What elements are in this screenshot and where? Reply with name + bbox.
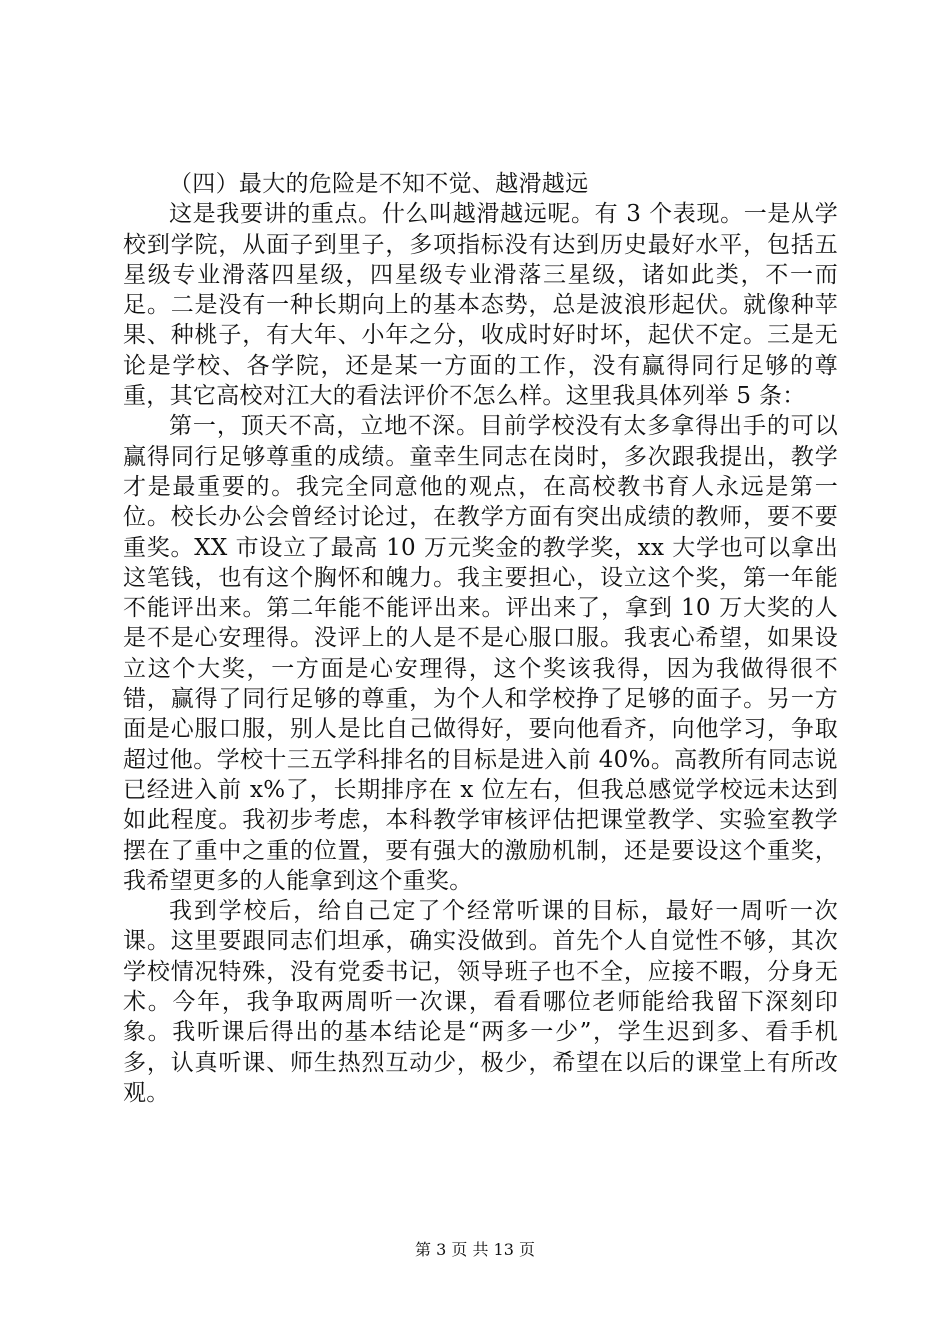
section-heading: （四）最大的危险是不知不觉、越滑越远 — [169, 171, 589, 197]
paragraph-2: 第一，顶天不高，立地不深。目前学校没有太多拿得出手的可以赢得同行足够尊重的成绩。童幸生同志在岗时，多次跟我提出，教学才是最重要的。我完全同意他的观点，在高校教书育人永远是第一位。校长办公会曾经讨论过，在教学方面有突出成绩的教师，要不要重奖。XX 市设立了最高 10 万元奖金的教学奖，xx 大学也可以拿出这笔钱，也有这个胸怀和魄力。我主要担心，设立这个奖，第一年能不能评出来。第二年能不能评出来。评出来了，拿到 10 万大奖的人是不是心安理得。没评上的人是不是心服口服。我衷心希望，如果设立这个大奖，一方面是心安理得，这个奖该我得，因为我做得很不错，赢得了同行足够的尊重，为个人和学校挣了足够的面子。另一方面是心服口服，别人是比自己做得好，要向他看齐，向他学习，争取超过他。学校十三五学科排名的目标是进入前 40%。高教所有同志说已经进入前 x%了，长期排序在 x 位左右，但我总感觉学校远未达到如此程度。我初步考虑，本科教学审核评估把课堂教学、实验室教学摆在了重中之重的位置，要有强大的激励机制，还是要设这个重奖，我希望更多的人能拿到这个重奖。 — [123, 413, 838, 894]
paragraph-3: 我到学校后，给自己定了个经常听课的目标，最好一周听一次课。这里要跟同志们坦承，确实没做到。首先个人自觉性不够，其次学校情况特殊，没有党委书记，领导班子也不全，应接不暇，分身无术。今年，我争取两周听一次课，看看哪位老师能给我留下深刻印象。我听课后得出的基本结论是“两多一少”，学生迟到多、看手机多，认真听课、师生热烈互动少，极少，希望在以后的课堂上有所改观。 — [123, 898, 838, 1106]
page-footer: 第 3 页 共 13 页 — [415, 1240, 535, 1259]
document-body — [123, 169, 838, 1108]
paragraph-1: 这是我要讲的重点。什么叫越滑越远呢。有 3 个表现。一是从学校到学院，从面子到里子，多项指标没有达到历史最好水平，包括五星级专业滑落四星级，四星级专业滑落三星级，诸如此类，不一而足。二是没有一种长期向上的基本态势，总是波浪形起伏。就像种苹果、种桃子，有大年、小年之分，收成时好时坏，起伏不定。三是无论是学校、各学院，还是某一方面的工作，没有赢得同行足够的尊重，其它高校对江大的看法评价不怎么样。这里我具体列举 5 条： — [123, 201, 838, 410]
